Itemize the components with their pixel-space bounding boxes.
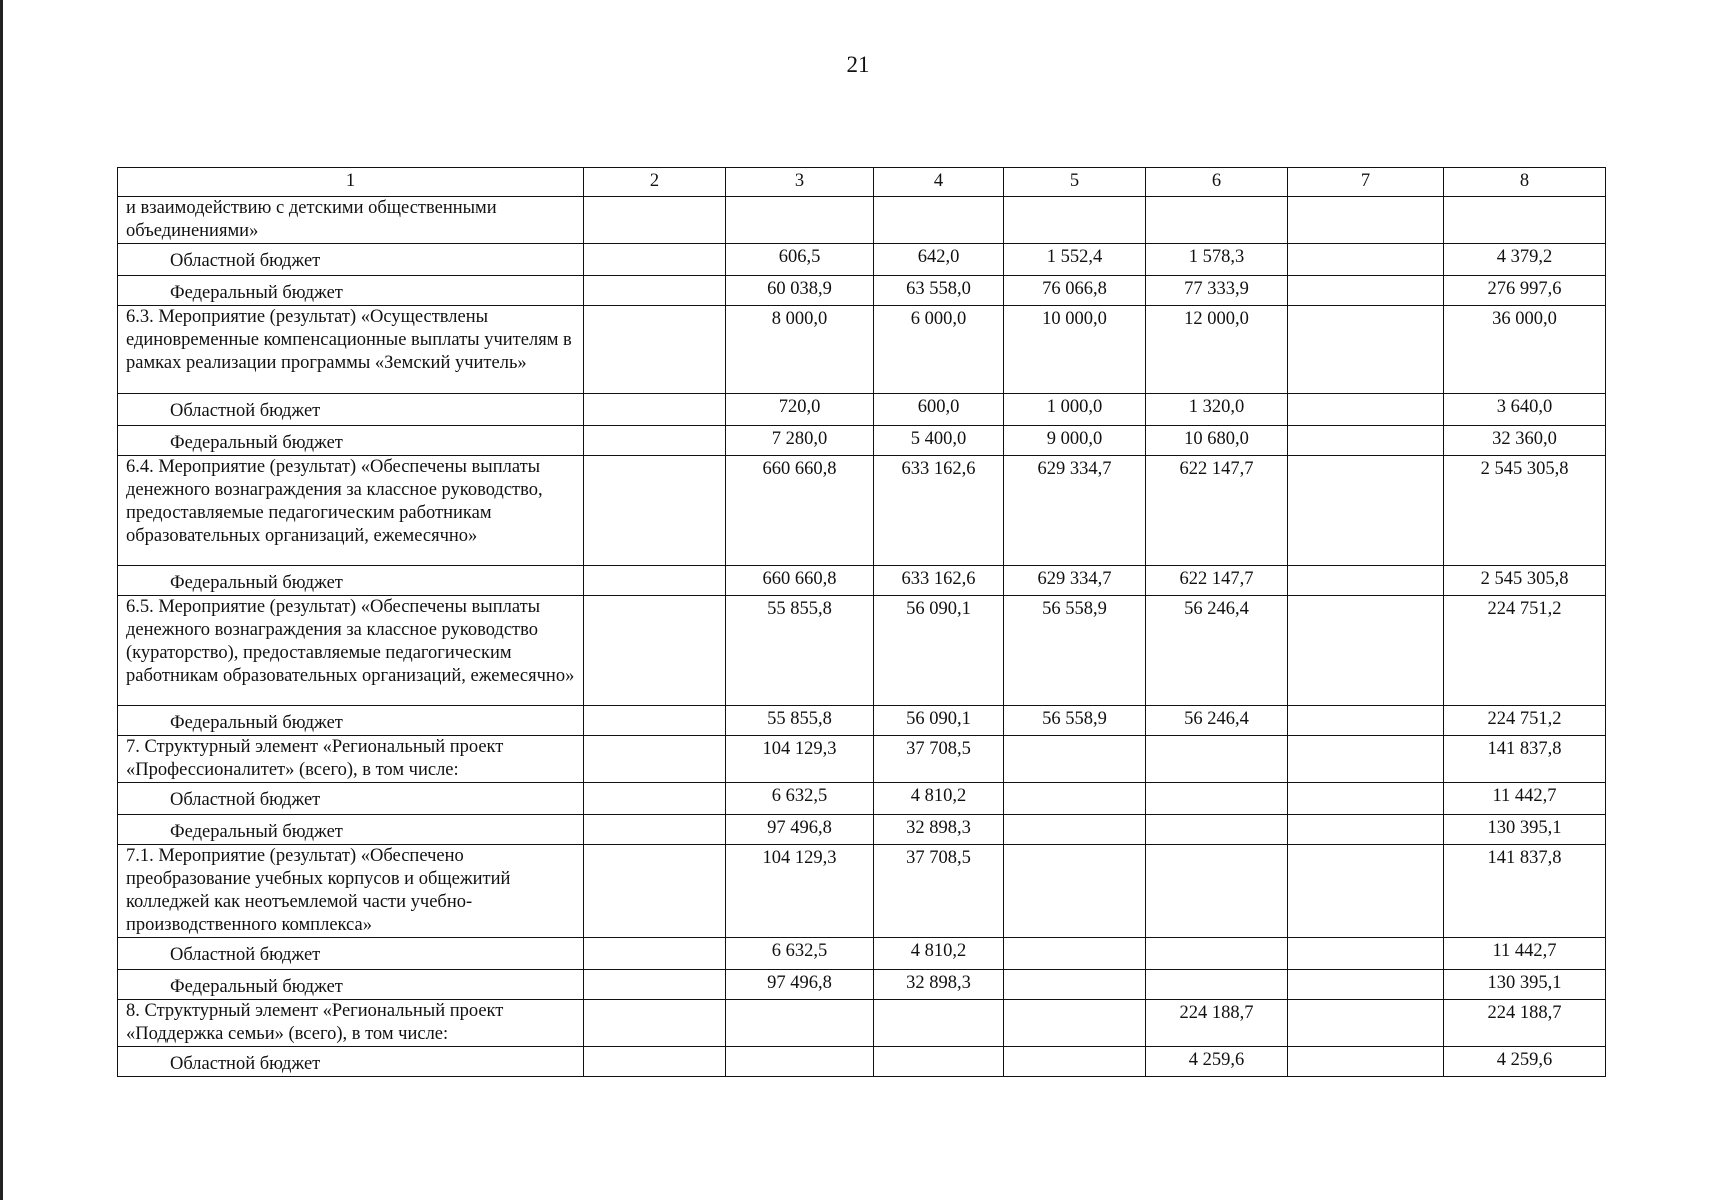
value-cell: 56 558,9: [1004, 596, 1146, 706]
value-cell: 10 000,0: [1004, 306, 1146, 394]
item-description-cell: 8. Структурный элемент «Региональный проект «Поддержка семьи» (всего), в том числе:: [118, 1000, 584, 1047]
value-cell: [874, 197, 1004, 244]
value-cell: [726, 1047, 874, 1077]
value-cell: 141 837,8: [1444, 736, 1606, 783]
table-row: [118, 197, 1606, 244]
value-cell: 10 680,0: [1146, 426, 1288, 456]
table-row: [118, 276, 1606, 306]
table-row: [118, 970, 1606, 1000]
value-cell: 4 810,2: [874, 783, 1004, 815]
table-body: [118, 168, 1606, 1077]
table-row: [118, 394, 1606, 426]
value-cell: [584, 306, 726, 394]
value-cell: [1146, 783, 1288, 815]
budget-source-cell: Областной бюджет: [118, 244, 584, 276]
value-cell: 56 246,4: [1146, 706, 1288, 736]
value-cell: 2 545 305,8: [1444, 566, 1606, 596]
table-row: [118, 783, 1606, 815]
value-cell: 633 162,6: [874, 566, 1004, 596]
value-cell: [1146, 736, 1288, 783]
value-cell: [874, 1047, 1004, 1077]
value-cell: [726, 197, 874, 244]
value-cell: [1288, 938, 1444, 970]
value-cell: [1288, 1000, 1444, 1047]
value-cell: [1004, 970, 1146, 1000]
value-cell: 32 898,3: [874, 815, 1004, 845]
value-cell: 1 552,4: [1004, 244, 1146, 276]
value-cell: [584, 244, 726, 276]
value-cell: [1146, 845, 1288, 938]
value-cell: [1146, 938, 1288, 970]
value-cell: [1288, 815, 1444, 845]
value-cell: 633 162,6: [874, 456, 1004, 566]
value-cell: [584, 566, 726, 596]
value-cell: 6 000,0: [874, 306, 1004, 394]
value-cell: [1288, 244, 1444, 276]
value-cell: 276 997,6: [1444, 276, 1606, 306]
value-cell: [1288, 845, 1444, 938]
table-row: [118, 566, 1606, 596]
value-cell: [1004, 1000, 1146, 1047]
header-row: [118, 168, 1606, 197]
value-cell: 224 188,7: [1444, 1000, 1606, 1047]
budget-source-cell: Областной бюджет: [118, 1047, 584, 1077]
budget-source-cell: Областной бюджет: [118, 938, 584, 970]
value-cell: 9 000,0: [1004, 426, 1146, 456]
value-cell: [1146, 970, 1288, 1000]
value-cell: 6 632,5: [726, 938, 874, 970]
table-row: [118, 456, 1606, 566]
value-cell: [1288, 456, 1444, 566]
value-cell: 224 751,2: [1444, 706, 1606, 736]
value-cell: 4 810,2: [874, 938, 1004, 970]
table-row: [118, 426, 1606, 456]
value-cell: [584, 970, 726, 1000]
item-description-cell: 7. Структурный элемент «Региональный проект «Профессионалитет» (всего), в том числе:: [118, 736, 584, 783]
value-cell: [584, 845, 726, 938]
column-header: 2: [584, 168, 726, 197]
value-cell: [1288, 783, 1444, 815]
value-cell: [584, 426, 726, 456]
value-cell: 8 000,0: [726, 306, 874, 394]
value-cell: [1004, 815, 1146, 845]
value-cell: 606,5: [726, 244, 874, 276]
value-cell: [584, 394, 726, 426]
value-cell: 642,0: [874, 244, 1004, 276]
table-row: [118, 1047, 1606, 1077]
value-cell: [1288, 566, 1444, 596]
value-cell: 224 188,7: [1146, 1000, 1288, 1047]
value-cell: [1004, 938, 1146, 970]
value-cell: [1146, 197, 1288, 244]
value-cell: 104 129,3: [726, 736, 874, 783]
budget-source-cell: Областной бюджет: [118, 783, 584, 815]
value-cell: 660 660,8: [726, 566, 874, 596]
table-row: [118, 706, 1606, 736]
value-cell: 4 379,2: [1444, 244, 1606, 276]
column-header: 6: [1146, 168, 1288, 197]
page-number: 21: [846, 52, 870, 77]
item-description-cell: 6.4. Мероприятие (результат) «Обеспечены выплаты денежного вознаграждения за классное руководство, предоставляемые педагогическим работникам образовательных организаций, ежемесячно»: [118, 456, 584, 566]
value-cell: 5 400,0: [874, 426, 1004, 456]
table-row: [118, 306, 1606, 394]
value-cell: [1288, 306, 1444, 394]
value-cell: 1 320,0: [1146, 394, 1288, 426]
value-cell: [1288, 596, 1444, 706]
value-cell: 660 660,8: [726, 456, 874, 566]
value-cell: [1288, 970, 1444, 1000]
value-cell: 622 147,7: [1146, 456, 1288, 566]
budget-source-cell: Федеральный бюджет: [118, 970, 584, 1000]
value-cell: [584, 596, 726, 706]
column-header: 5: [1004, 168, 1146, 197]
table-row: [118, 244, 1606, 276]
value-cell: 56 090,1: [874, 706, 1004, 736]
value-cell: 32 898,3: [874, 970, 1004, 1000]
scan-edge: [0, 0, 3, 1200]
value-cell: [1444, 197, 1606, 244]
value-cell: 720,0: [726, 394, 874, 426]
value-cell: 224 751,2: [1444, 596, 1606, 706]
value-cell: 37 708,5: [874, 736, 1004, 783]
value-cell: 76 066,8: [1004, 276, 1146, 306]
column-header: 3: [726, 168, 874, 197]
value-cell: 56 558,9: [1004, 706, 1146, 736]
table-row: [118, 815, 1606, 845]
item-description-cell: и взаимодействию с детскими общественными объединениями»: [118, 197, 584, 244]
value-cell: [584, 1000, 726, 1047]
value-cell: 97 496,8: [726, 815, 874, 845]
column-header: 7: [1288, 168, 1444, 197]
value-cell: 63 558,0: [874, 276, 1004, 306]
value-cell: 629 334,7: [1004, 566, 1146, 596]
table-row: [118, 845, 1606, 938]
value-cell: 600,0: [874, 394, 1004, 426]
value-cell: [1004, 783, 1146, 815]
budget-source-cell: Федеральный бюджет: [118, 566, 584, 596]
value-cell: 6 632,5: [726, 783, 874, 815]
value-cell: 622 147,7: [1146, 566, 1288, 596]
value-cell: 2 545 305,8: [1444, 456, 1606, 566]
value-cell: 3 640,0: [1444, 394, 1606, 426]
value-cell: [584, 783, 726, 815]
value-cell: 32 360,0: [1444, 426, 1606, 456]
value-cell: 37 708,5: [874, 845, 1004, 938]
value-cell: [1004, 197, 1146, 244]
value-cell: [1288, 426, 1444, 456]
column-header: 4: [874, 168, 1004, 197]
value-cell: [874, 1000, 1004, 1047]
value-cell: 56 090,1: [874, 596, 1004, 706]
table-row: [118, 736, 1606, 783]
value-cell: 60 038,9: [726, 276, 874, 306]
value-cell: 130 395,1: [1444, 815, 1606, 845]
value-cell: [584, 736, 726, 783]
budget-table: [117, 167, 1606, 1077]
value-cell: [1288, 394, 1444, 426]
value-cell: 56 246,4: [1146, 596, 1288, 706]
value-cell: [1288, 706, 1444, 736]
value-cell: [1288, 276, 1444, 306]
value-cell: [726, 1000, 874, 1047]
value-cell: 4 259,6: [1444, 1047, 1606, 1077]
item-description-cell: 7.1. Мероприятие (результат) «Обеспечено преобразование учебных корпусов и общежитий колледжей как неотъемлемой части учебно-производственного комплекса»: [118, 845, 584, 938]
table-row: [118, 938, 1606, 970]
value-cell: [1004, 736, 1146, 783]
value-cell: [584, 197, 726, 244]
value-cell: 1 000,0: [1004, 394, 1146, 426]
budget-source-cell: Федеральный бюджет: [118, 276, 584, 306]
value-cell: [584, 456, 726, 566]
value-cell: [584, 276, 726, 306]
value-cell: 141 837,8: [1444, 845, 1606, 938]
budget-source-cell: Областной бюджет: [118, 394, 584, 426]
value-cell: [584, 1047, 726, 1077]
item-description-cell: 6.3. Мероприятие (результат) «Осуществлены единовременные компенсационные выплаты учителям в рамках реализации программы «Земский учитель»: [118, 306, 584, 394]
value-cell: [584, 938, 726, 970]
value-cell: [1004, 845, 1146, 938]
column-header: 1: [118, 168, 584, 197]
table-row: [118, 596, 1606, 706]
value-cell: [584, 706, 726, 736]
budget-source-cell: Федеральный бюджет: [118, 706, 584, 736]
value-cell: [1288, 736, 1444, 783]
budget-source-cell: Федеральный бюджет: [118, 426, 584, 456]
value-cell: 11 442,7: [1444, 783, 1606, 815]
value-cell: [1288, 197, 1444, 244]
value-cell: [1146, 815, 1288, 845]
value-cell: 55 855,8: [726, 596, 874, 706]
value-cell: 1 578,3: [1146, 244, 1288, 276]
value-cell: [584, 815, 726, 845]
value-cell: 55 855,8: [726, 706, 874, 736]
value-cell: 629 334,7: [1004, 456, 1146, 566]
value-cell: 36 000,0: [1444, 306, 1606, 394]
value-cell: 4 259,6: [1146, 1047, 1288, 1077]
value-cell: 130 395,1: [1444, 970, 1606, 1000]
value-cell: 7 280,0: [726, 426, 874, 456]
value-cell: 77 333,9: [1146, 276, 1288, 306]
value-cell: 104 129,3: [726, 845, 874, 938]
value-cell: [1288, 1047, 1444, 1077]
value-cell: 12 000,0: [1146, 306, 1288, 394]
value-cell: [1004, 1047, 1146, 1077]
column-header: 8: [1444, 168, 1606, 197]
value-cell: 11 442,7: [1444, 938, 1606, 970]
item-description-cell: 6.5. Мероприятие (результат) «Обеспечены выплаты денежного вознаграждения за классное руководство (кураторство), предоставляемые педагогическим работникам образовательных организаций, ежемесячно»: [118, 596, 584, 706]
value-cell: 97 496,8: [726, 970, 874, 1000]
table-row: [118, 1000, 1606, 1047]
budget-source-cell: Федеральный бюджет: [118, 815, 584, 845]
